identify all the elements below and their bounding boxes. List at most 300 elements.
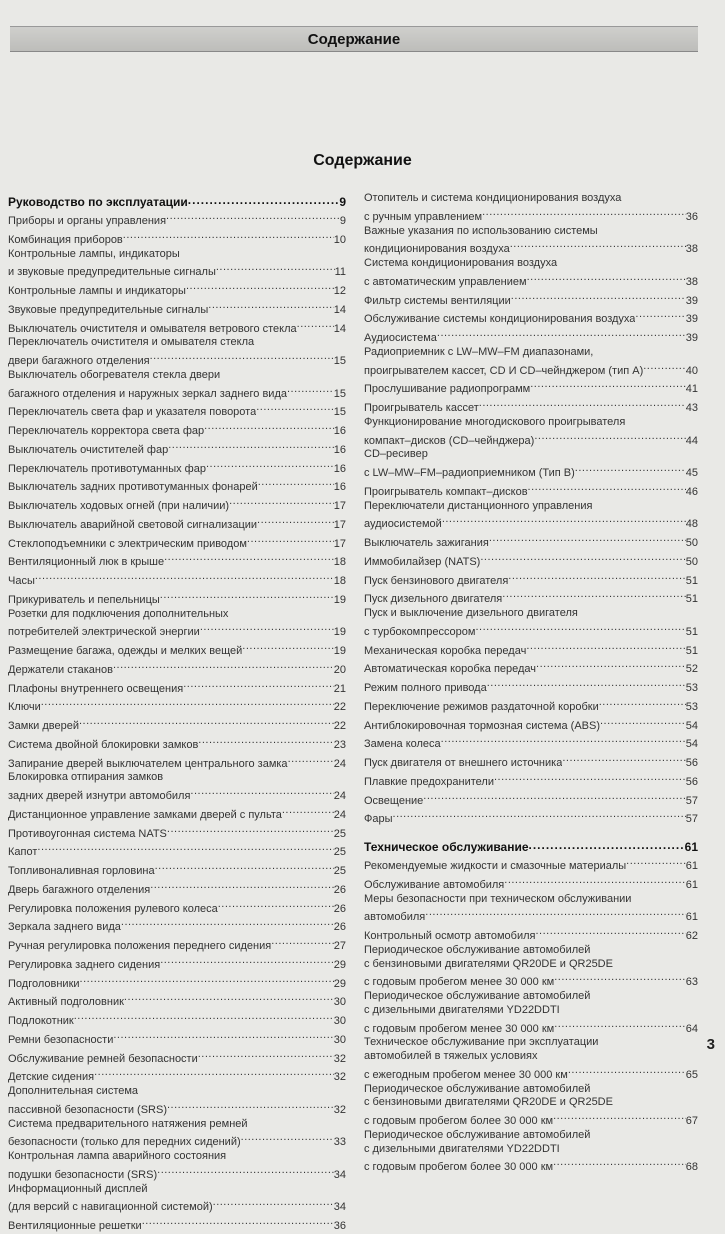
toc-page-number: 53 [685, 700, 698, 713]
toc-page-number: 30 [333, 1033, 346, 1046]
toc-entry [364, 257, 698, 290]
toc-entry [8, 1010, 346, 1029]
toc-entry-text: Выключатель задних противотуманных фонарей [8, 481, 258, 494]
toc-entry-text: Пуск двигателя от внешнего источника [364, 757, 563, 769]
toc-page-number: 51 [685, 625, 698, 638]
dot-leader [168, 439, 334, 453]
toc-entry-text: Ремни безопасности [8, 1033, 114, 1046]
toc-page-number: 25 [333, 827, 346, 840]
toc-page-number: 21 [333, 682, 346, 695]
toc-entry-text: Ключи [8, 701, 41, 714]
page-title: Содержание [313, 152, 412, 169]
toc-entry [8, 533, 346, 552]
toc-entry [8, 439, 346, 458]
toc-page-number: 64 [685, 1022, 698, 1035]
toc-entry-text: кондиционирования воздуха [364, 243, 510, 256]
toc-entry-text: подушки безопасности (SRS) [8, 1168, 158, 1181]
dot-leader [511, 290, 686, 304]
toc-entry-text: Проигрыватель компакт–дисков [364, 485, 528, 498]
toc-entry [8, 1066, 346, 1085]
toc-page-number: 18 [333, 575, 346, 587]
toc-entry [364, 532, 698, 551]
dot-leader [575, 462, 686, 476]
dot-leader [534, 430, 685, 444]
toc-entry [8, 608, 346, 641]
toc-entry-text: Техническое обслуживание [364, 840, 529, 854]
toc-entry-text: с дизельными двигателями YD22DDTI [364, 1142, 560, 1155]
toc-entry-text: (для версий с навигационной системой) [8, 1201, 213, 1214]
dot-leader [479, 397, 686, 411]
toc-page-number: 20 [333, 663, 346, 676]
dot-leader [218, 898, 334, 912]
toc-page-number: 14 [333, 303, 346, 316]
toc-page-number: 25 [333, 865, 346, 877]
toc-entry [364, 570, 698, 589]
dot-leader [216, 261, 335, 275]
toc-entry-text: Регулировка заднего сидения [8, 958, 161, 971]
toc-page-number: 34 [333, 1201, 346, 1214]
toc-page-number: 61 [685, 878, 698, 891]
dot-leader [442, 513, 686, 527]
dot-leader [206, 458, 334, 472]
dot-leader [553, 1110, 686, 1124]
dot-leader [393, 808, 686, 822]
toc-page-number: 51 [685, 574, 698, 587]
toc-entry [8, 210, 346, 229]
toc-page-number: 19 [333, 626, 346, 639]
toc-entry-text: безопасности (только для передних сидений) [8, 1136, 241, 1149]
toc-entry [364, 990, 698, 1036]
toc-entry [8, 476, 346, 495]
toc-entry-text: Дополнительная система [8, 1085, 139, 1097]
toc-page-number: 32 [333, 1052, 346, 1065]
toc-entry-text: Освещение [364, 794, 424, 807]
dot-leader [35, 570, 334, 584]
dot-leader [535, 925, 685, 939]
toc-entry-text: с бензиновыми двигателями QR20DE и QR25DE [364, 957, 613, 970]
toc-page-number: 17 [333, 500, 346, 512]
toc-entry [364, 733, 698, 752]
dot-leader [482, 206, 686, 220]
toc-entry [8, 420, 346, 439]
toc-page-number: 38 [685, 275, 698, 288]
toc-page-number: 29 [333, 977, 346, 990]
toc-page-number: 17 [333, 518, 346, 531]
toc-page-number: 63 [685, 976, 698, 989]
toc-entry-text: с турбокомпрессором [364, 625, 476, 638]
toc-entry-text: Часы [8, 575, 35, 587]
toc-entry-text: двери багажного отделения [8, 355, 150, 367]
toc-page-number: 46 [685, 485, 698, 498]
dot-leader [271, 935, 334, 949]
dot-leader [256, 401, 334, 415]
toc-page-number: 26 [333, 921, 346, 934]
dot-leader [74, 1010, 334, 1024]
toc-entry-text: Выключатель ходовых огней (при наличии) [8, 500, 230, 512]
toc-entry-text: Выключатель зажигания [364, 537, 489, 549]
dot-leader [508, 570, 685, 584]
toc-entry-text: Запирание дверей выключателем центрального замка [8, 757, 288, 770]
toc-entry [8, 551, 346, 570]
toc-page-number: 65 [685, 1068, 698, 1081]
toc-entry-text: пассивной безопасности (SRS) [8, 1103, 167, 1116]
toc-page-number: 61 [684, 840, 698, 854]
toc-entry [364, 397, 698, 416]
toc-entry-text: Активный подголовник [8, 996, 124, 1009]
dot-leader [37, 841, 333, 855]
toc-entry-text: компакт–дисков (CD–чейнджера) [364, 434, 535, 447]
toc-entry-text: Прослушивание радиопрограмм [364, 383, 531, 396]
toc-entry-text: Информационный дисплей [8, 1182, 148, 1195]
toc-entry-text: Обслуживание автомобиля [364, 878, 505, 891]
dot-leader [475, 621, 685, 635]
toc-entry [8, 753, 346, 772]
toc-page-number: 22 [333, 720, 346, 732]
toc-page-number: 50 [685, 555, 698, 568]
toc-page-number: 18 [333, 556, 346, 569]
toc-entry-text: Выключатель обогревателя стекла двери [8, 368, 221, 381]
dot-leader [150, 350, 334, 364]
toc-entry [364, 808, 698, 827]
toc-entry-text: Фары [364, 813, 393, 826]
toc-entry-text: Отопитель и система кондиционирования воздуха [364, 192, 622, 204]
toc-entry [364, 658, 698, 677]
toc-entry-text: Держатели стаканов [8, 663, 113, 676]
dot-leader [41, 696, 334, 710]
toc-entry-text: Регулировка положения рулевого колеса [8, 902, 218, 915]
dot-leader [489, 532, 686, 546]
toc-entry-text: Контрольный осмотр автомобиля [364, 930, 536, 942]
dot-leader [186, 280, 334, 294]
dot-leader [198, 734, 333, 748]
page-number: 3 [706, 1036, 715, 1053]
dot-leader [80, 973, 334, 987]
toc-page-number: 16 [333, 425, 346, 437]
toc-entry [8, 401, 346, 420]
toc-entry-text: автомобилей в тяжелых условиях [364, 1050, 538, 1062]
dot-leader [157, 1164, 334, 1178]
toc-entry-text: Важные указания по использованию системы [364, 224, 598, 237]
toc-entry [8, 1029, 346, 1048]
toc-entry-text: Пуск дизельного двигателя [364, 593, 503, 606]
toc-page-number: 39 [685, 313, 698, 326]
toc-page-number: 26 [333, 883, 346, 896]
toc-entry-text: Замки дверей [8, 720, 79, 732]
toc-right-column [364, 192, 698, 1175]
dot-leader [526, 640, 685, 654]
toc-entry-text: Прикуриватель и пепельницы [8, 593, 160, 606]
toc-entry-text: Переключение режимов раздаточной коробки [364, 700, 599, 713]
toc-entry [364, 290, 698, 309]
toc-entry [364, 874, 698, 893]
toc-page-number: 54 [685, 738, 698, 751]
dot-leader [527, 271, 686, 285]
toc-entry [8, 280, 346, 299]
toc-entry-text: Стеклоподъемники с электрическим приводом [8, 537, 247, 550]
toc-page-number: 30 [333, 1015, 346, 1027]
toc-entry [8, 734, 346, 753]
toc-entry-text: Розетки для подключения дополнительных [8, 607, 229, 620]
dot-leader [288, 753, 334, 767]
dot-leader [167, 823, 334, 837]
toc-page-number: 67 [685, 1115, 698, 1127]
toc-entry-text: Плавкие предохранители [364, 775, 494, 788]
toc-entry-text: Подголовники [8, 977, 80, 990]
toc-page-number: 25 [333, 846, 346, 859]
toc-entry [364, 677, 698, 696]
toc-page-number: 11 [334, 266, 346, 279]
toc-entry-text: Антиблокировочная тормозная система (ABS) [364, 719, 600, 732]
toc-entry [364, 771, 698, 790]
toc-page-number: 30 [333, 996, 346, 1009]
toc-entry-text: Функционирование многодискового проигрывателя [364, 415, 626, 428]
toc-page-number: 24 [333, 790, 346, 802]
dot-leader [113, 659, 334, 673]
toc-entry [364, 715, 698, 734]
toc-entry-text: Руководство по эксплуатации [8, 195, 188, 209]
toc-entry [8, 935, 346, 954]
dot-leader [242, 640, 333, 654]
toc-entry-text: Вентиляционные решетки [8, 1220, 142, 1232]
toc-entry-text: Режим полного привода [364, 682, 487, 694]
toc-entry [8, 336, 346, 369]
toc-page-number: 44 [685, 434, 698, 447]
toc-entry-text: Система двойной блокировки замков [8, 738, 199, 751]
toc-page-number: 53 [685, 682, 698, 694]
dot-leader [160, 589, 334, 603]
toc-entry-text: Контрольные лампы и индикаторы [8, 285, 186, 297]
toc-entry [364, 1129, 698, 1175]
toc-entry [364, 855, 698, 874]
toc-entry [364, 308, 698, 327]
toc-entry-text: Механическая коробка передач [364, 644, 527, 657]
toc-entry [8, 299, 346, 318]
toc-page-number: 43 [685, 402, 698, 414]
dot-leader [502, 588, 685, 602]
toc-page-number: 32 [333, 1103, 346, 1116]
toc-page-number: 27 [333, 940, 346, 952]
toc-entry [8, 318, 346, 337]
toc-entry-text: Капот [8, 846, 38, 859]
toc-page-number: 19 [333, 593, 346, 606]
dot-leader [626, 855, 686, 869]
dot-leader [155, 860, 334, 874]
toc-page-number: 56 [685, 775, 698, 788]
toc-page-number: 48 [685, 518, 698, 531]
dot-leader [241, 1131, 334, 1145]
toc-entry-text: и звуковые предупредительные сигналы [8, 266, 216, 279]
toc-entry-text: Периодическое обслуживание автомобилей [364, 1082, 591, 1095]
dot-leader [487, 677, 686, 691]
toc-entry [8, 771, 346, 804]
dot-leader [441, 733, 686, 747]
toc-page-number: 34 [333, 1168, 346, 1181]
toc-entry [364, 752, 698, 771]
toc-page-number: 19 [333, 645, 346, 657]
toc-entry-text: с ежегодным пробегом менее 30 000 км [364, 1068, 568, 1081]
toc-entry [8, 823, 346, 842]
toc-entry [8, 879, 346, 898]
toc-entry [8, 860, 346, 879]
dot-leader [94, 1066, 334, 1080]
toc-entry [364, 327, 698, 346]
toc-entry-text: Периодическое обслуживание автомобилей [364, 990, 591, 1002]
toc-entry-text: Радиоприемник с LW–MW–FM диапазонами, [364, 345, 594, 358]
dot-leader [553, 1156, 686, 1170]
toc-entry-text: с ручным управлением [364, 210, 483, 223]
toc-entry-text: Периодическое обслуживание автомобилей [364, 1128, 591, 1141]
toc-entry-text: Выключатель очистителя и омывателя ветрового стекла [8, 322, 297, 335]
dot-leader [425, 906, 685, 920]
toc-page-number: 41 [685, 383, 698, 396]
toc-entry-text: с годовым пробегом менее 30 000 км [364, 976, 555, 989]
toc-entry-text: Система предварительного натяжения ремней [8, 1117, 248, 1130]
toc-entry-text: Приборы и органы управления [8, 215, 167, 227]
toc-entry-text: задних дверей изнутри автомобиля [8, 790, 191, 802]
toc-entry-text: Топливоналивная горловина [8, 865, 155, 877]
toc-entry-text: потребителей электрической энергии [8, 626, 200, 639]
toc-entry [8, 954, 346, 973]
toc-entry-text: Переключатели дистанционного управления [364, 499, 593, 512]
toc-entry [8, 1183, 346, 1216]
toc-page-number: 51 [685, 593, 698, 606]
toc-entry [8, 659, 346, 678]
dot-leader [494, 771, 686, 785]
toc-entry-text: с годовым пробегом менее 30 000 км [364, 1022, 555, 1035]
dot-leader [229, 495, 334, 509]
toc-entry-text: CD–ресивер [364, 448, 428, 461]
dot-leader [258, 476, 334, 490]
header-title: Содержание [307, 30, 401, 48]
dot-leader [183, 678, 334, 692]
toc-entry-text: Дверь багажного отделения [8, 883, 151, 896]
toc-entry [364, 607, 698, 640]
toc-entry-text: с дизельными двигателями YD22DDTI [364, 1003, 560, 1016]
toc-entry [364, 192, 698, 225]
toc-entry-text: Пуск бензинового двигателя [364, 574, 509, 587]
toc-entry-text: Переключатель противотуманных фар [8, 462, 206, 475]
dot-leader [190, 785, 333, 799]
toc-entry-text: с годовым пробегом более 30 000 км [364, 1161, 554, 1174]
toc-entry [8, 248, 346, 281]
toc-entry [8, 1085, 346, 1118]
dot-leader [142, 1215, 334, 1229]
toc-page-number: 33 [333, 1136, 346, 1149]
toc-page-number: 61 [685, 911, 698, 924]
dot-leader [213, 1196, 334, 1210]
toc-entry-text: Проигрыватель кассет [364, 402, 479, 414]
toc-page-number: 40 [685, 364, 698, 377]
toc-entry [364, 893, 698, 926]
toc-entry-text: Звуковые предупредительные сигналы [8, 303, 209, 316]
toc-entry-text: Подлокотник [8, 1015, 74, 1027]
header-bar [10, 26, 698, 52]
toc-entry [8, 991, 346, 1010]
toc-entry-text: Блокировка отпирания замков [8, 771, 164, 784]
toc-section-heading [8, 192, 346, 210]
toc-entry-text: Переключатель корректора света фар [8, 425, 205, 437]
toc-entry-text: Обслуживание ремней безопасности [8, 1052, 198, 1065]
toc-page-number: 10 [333, 233, 346, 246]
toc-entry [364, 790, 698, 809]
toc-entry [8, 841, 346, 860]
dot-leader [164, 551, 334, 565]
dot-leader [562, 752, 685, 766]
toc-page-number: 26 [333, 902, 346, 915]
toc-entry-text: с годовым пробегом более 30 000 км [364, 1115, 554, 1127]
toc-entry-text: Обслуживание системы кондиционирования воздуха [364, 313, 636, 326]
toc-entry [364, 378, 698, 397]
toc-entry [8, 589, 346, 608]
dot-leader [121, 916, 334, 930]
dot-leader [528, 481, 686, 495]
toc-page-number: 29 [333, 958, 346, 971]
toc-entry [8, 495, 346, 514]
toc-entry-text: Детские сидения [8, 1071, 95, 1084]
toc-page-number: 56 [685, 757, 698, 769]
dot-leader [79, 715, 334, 729]
dot-leader [247, 533, 334, 547]
toc-page-number: 39 [685, 332, 698, 344]
toc-entry [364, 225, 698, 258]
toc-page-number: 9 [339, 195, 346, 209]
dot-leader [530, 378, 686, 392]
dot-leader [160, 954, 334, 968]
toc-entry [8, 804, 346, 823]
dot-leader [167, 1099, 334, 1113]
toc-entry [364, 481, 698, 500]
toc-entry [364, 1083, 698, 1129]
toc-left-column [8, 192, 346, 1234]
toc-entry [8, 514, 346, 533]
dot-leader [504, 874, 685, 888]
toc-entry-text: Аудиосистема [364, 332, 437, 344]
toc-entry-text: Контрольные лампы, индикаторы [8, 247, 180, 260]
toc-entry-text: автомобиля [364, 911, 426, 924]
toc-page-number: 52 [685, 663, 698, 676]
dot-leader [568, 1064, 686, 1078]
toc-page-number: 62 [685, 930, 698, 942]
toc-page-number: 36 [333, 1220, 346, 1232]
dot-leader [554, 1018, 686, 1032]
dot-leader [200, 621, 334, 635]
toc-entry [8, 696, 346, 715]
toc-entry [364, 944, 698, 990]
toc-entry-text: Переключатель света фар и указателя поворота [8, 406, 257, 419]
toc-page-number: 61 [685, 860, 698, 872]
toc-page-number: 12 [333, 285, 346, 297]
dot-leader [536, 658, 686, 672]
toc-entry-text: Размещение багажа, одежды и мелких вещей [8, 645, 243, 657]
toc-page-number: 15 [333, 387, 346, 400]
dot-leader [204, 420, 334, 434]
dot-leader [188, 192, 340, 206]
dot-leader [643, 360, 686, 374]
toc-entry-text: Контрольная лампа аварийного состояния [8, 1150, 227, 1162]
toc-section-heading [364, 837, 698, 855]
dot-leader [600, 715, 686, 729]
dot-leader [554, 971, 686, 985]
toc-page-number: 38 [685, 243, 698, 256]
toc-entry-text: Периодическое обслуживание автомобилей [364, 943, 591, 956]
toc-entry-text: Иммобилайзер (NATS) [364, 555, 481, 568]
toc-entry-text: Меры безопасности при техническом обслуживании [364, 892, 632, 905]
toc-entry-text: багажного отделения и наружных зеркал заднего вида [8, 387, 287, 400]
toc-page-number: 15 [333, 355, 346, 367]
toc-entry-text: Техническое обслуживание при эксплуатации [364, 1036, 599, 1049]
dot-leader [257, 514, 334, 528]
dot-leader [599, 696, 686, 710]
